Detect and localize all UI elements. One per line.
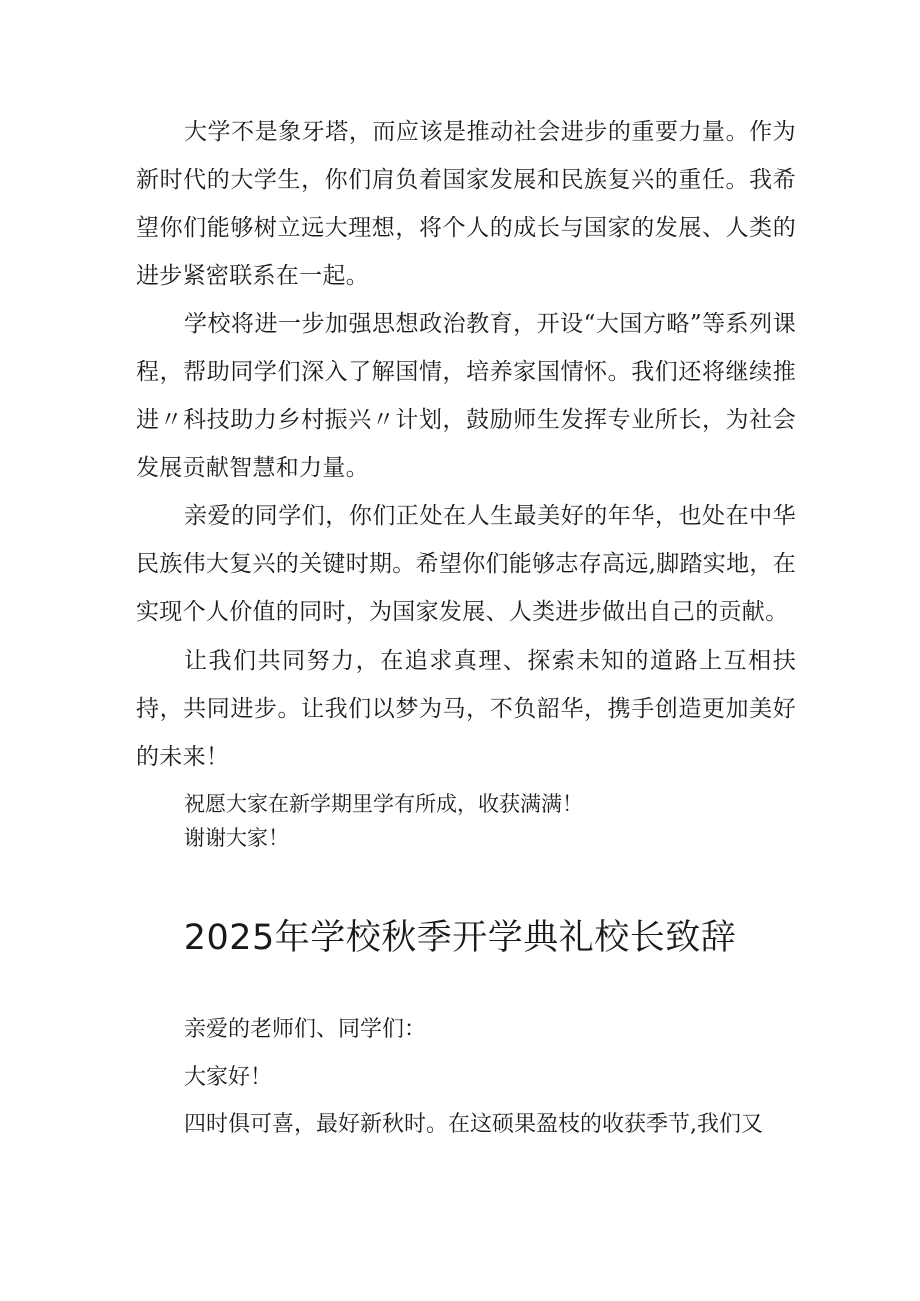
salutation: 亲爱的老师们、同学们：	[184, 1017, 427, 1042]
greeting: 大家好！	[184, 1065, 273, 1090]
opening-line: 四时俱可喜，最好新秋时。在这硕果盈枝的收获季节,我们又	[184, 1112, 763, 1137]
paragraph-work-together: 让我们共同努力，在追求真理、探索未知的道路上互相扶持，共同进步。让我们以梦为马，不负韶华，携手创造更加美好的未来！	[136, 648, 796, 770]
paragraph-school-plans: 学校将进一步加强思想政治教育，开设“大国方略”等系列课程，帮助同学们深入了解国情，培养家国情怀。我们还将继续推进〃科技助力乡村振兴〃计划，鼓励师生发挥专业所长，为社会发展贡献智慧和力量。	[136, 311, 796, 481]
closing-thanks: 谢谢大家！	[184, 826, 289, 850]
paragraph-university-role: 大学不是象牙塔，而应该是推动社会进步的重要力量。作为新时代的大学生，你们肩负着国家发展和民族复兴的重任。我希望你们能够树立远大理想，将个人的成长与国家的发展、人类的进步紧密联系在一起。	[136, 119, 796, 289]
paragraph-students-hope: 亲爱的同学们，你们正处在人生最美好的年华，也处在中华民族伟大复兴的关键时期。希望你们能够志存高远,脚踏实地，在实现个人价值的同时，为国家发展、人类进步做出自己的贡献。	[136, 503, 797, 625]
speech-title: 2025年学校秋季开学典礼校长致辞	[183, 918, 737, 958]
closing-wish: 祝愿大家在新学期里学有所成，收获满满！	[184, 792, 583, 816]
